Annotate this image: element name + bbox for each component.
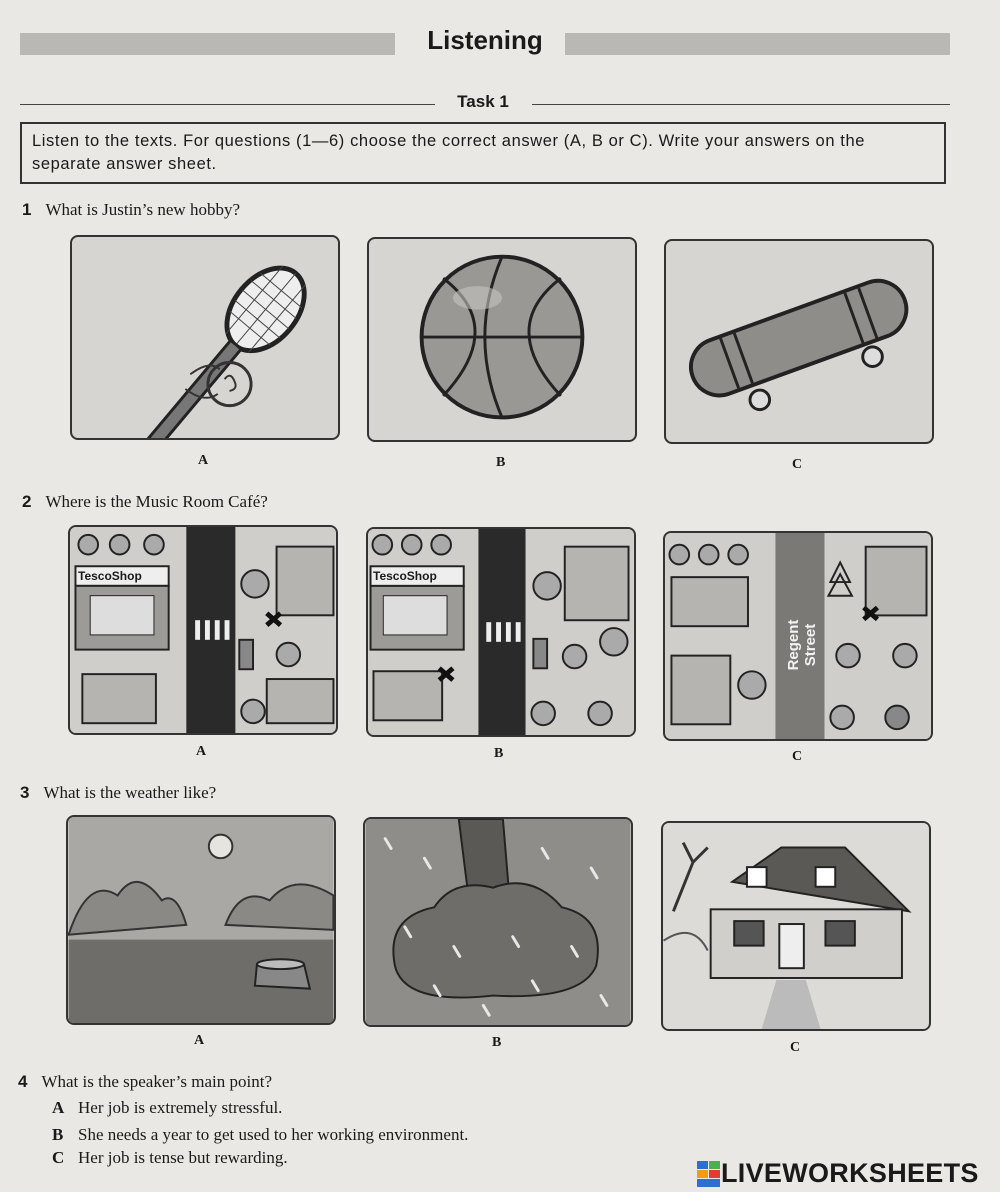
house-autumn-icon — [663, 823, 929, 1029]
logo-blocks-icon — [697, 1161, 721, 1187]
header-bar-right — [565, 33, 950, 55]
option-3a-image[interactable] — [66, 815, 336, 1025]
option-label: C — [792, 457, 803, 472]
shop-sign: TescoShop — [373, 569, 437, 583]
header-bar-left — [20, 33, 395, 55]
option-label: B — [494, 746, 504, 761]
section-title: Listening — [427, 25, 543, 55]
option-1a-image[interactable] — [70, 235, 340, 440]
tennis-racket-icon — [72, 237, 338, 438]
question-text: What is the speaker’s main point? — [41, 1072, 273, 1091]
watermark-text: LIVEWORKSHEETS — [721, 1158, 979, 1188]
answer-text: She needs a year to get used to her working environment. — [78, 1125, 469, 1144]
answer-option-a[interactable] — [52, 1098, 282, 1118]
shop-sign: TescoShop — [78, 569, 142, 583]
option-label: C — [790, 1040, 801, 1055]
answer-text: Her job is tense but rewarding. — [78, 1148, 288, 1167]
question-number: 2 — [22, 492, 32, 511]
option-2b-map[interactable] — [366, 527, 636, 737]
task-rule-right — [532, 104, 950, 105]
sunny-landscape-icon — [68, 817, 334, 1023]
skateboard-icon — [666, 241, 932, 442]
liveworksheets-logo[interactable] — [697, 1158, 979, 1189]
answer-letter: A — [52, 1098, 65, 1117]
question-number: 4 — [18, 1072, 28, 1091]
question-2 — [22, 492, 268, 512]
task-label: Task 1 — [457, 92, 509, 111]
street-sign: Regent Street — [785, 619, 819, 671]
question-4 — [18, 1072, 272, 1092]
option-3b-image[interactable] — [363, 817, 633, 1027]
option-1b-image[interactable] — [367, 237, 637, 442]
option-1c-image[interactable] — [664, 239, 934, 444]
question-1 — [22, 200, 240, 220]
answer-letter: C — [52, 1148, 65, 1167]
basketball-icon — [369, 239, 635, 440]
option-2a-map[interactable] — [68, 525, 338, 735]
rain-icon — [365, 819, 631, 1025]
question-text: What is Justin’s new hobby? — [45, 200, 241, 219]
option-label: B — [496, 455, 506, 470]
question-3 — [20, 783, 216, 803]
question-text: Where is the Music Room Café? — [45, 492, 268, 511]
question-number: 3 — [20, 783, 30, 802]
answer-option-c[interactable] — [52, 1148, 288, 1168]
option-label: C — [792, 749, 803, 764]
answer-letter: B — [52, 1125, 64, 1144]
option-label: A — [196, 744, 207, 759]
option-3c-image[interactable] — [661, 821, 931, 1031]
option-label: B — [492, 1035, 502, 1050]
instructions-box: Listen to the texts. For questions (1—6) choose the correct answer (A, B or C). Write your answers on the separate answer sheet. — [20, 122, 946, 184]
question-text: What is the weather like? — [43, 783, 217, 802]
option-2c-map[interactable] — [663, 531, 933, 741]
answer-option-b[interactable] — [52, 1125, 468, 1145]
answer-text: Her job is extremely stressful. — [78, 1098, 283, 1117]
task-rule-left — [20, 104, 435, 105]
option-label: A — [194, 1033, 205, 1048]
option-label: A — [198, 453, 209, 468]
question-number: 1 — [22, 200, 32, 219]
